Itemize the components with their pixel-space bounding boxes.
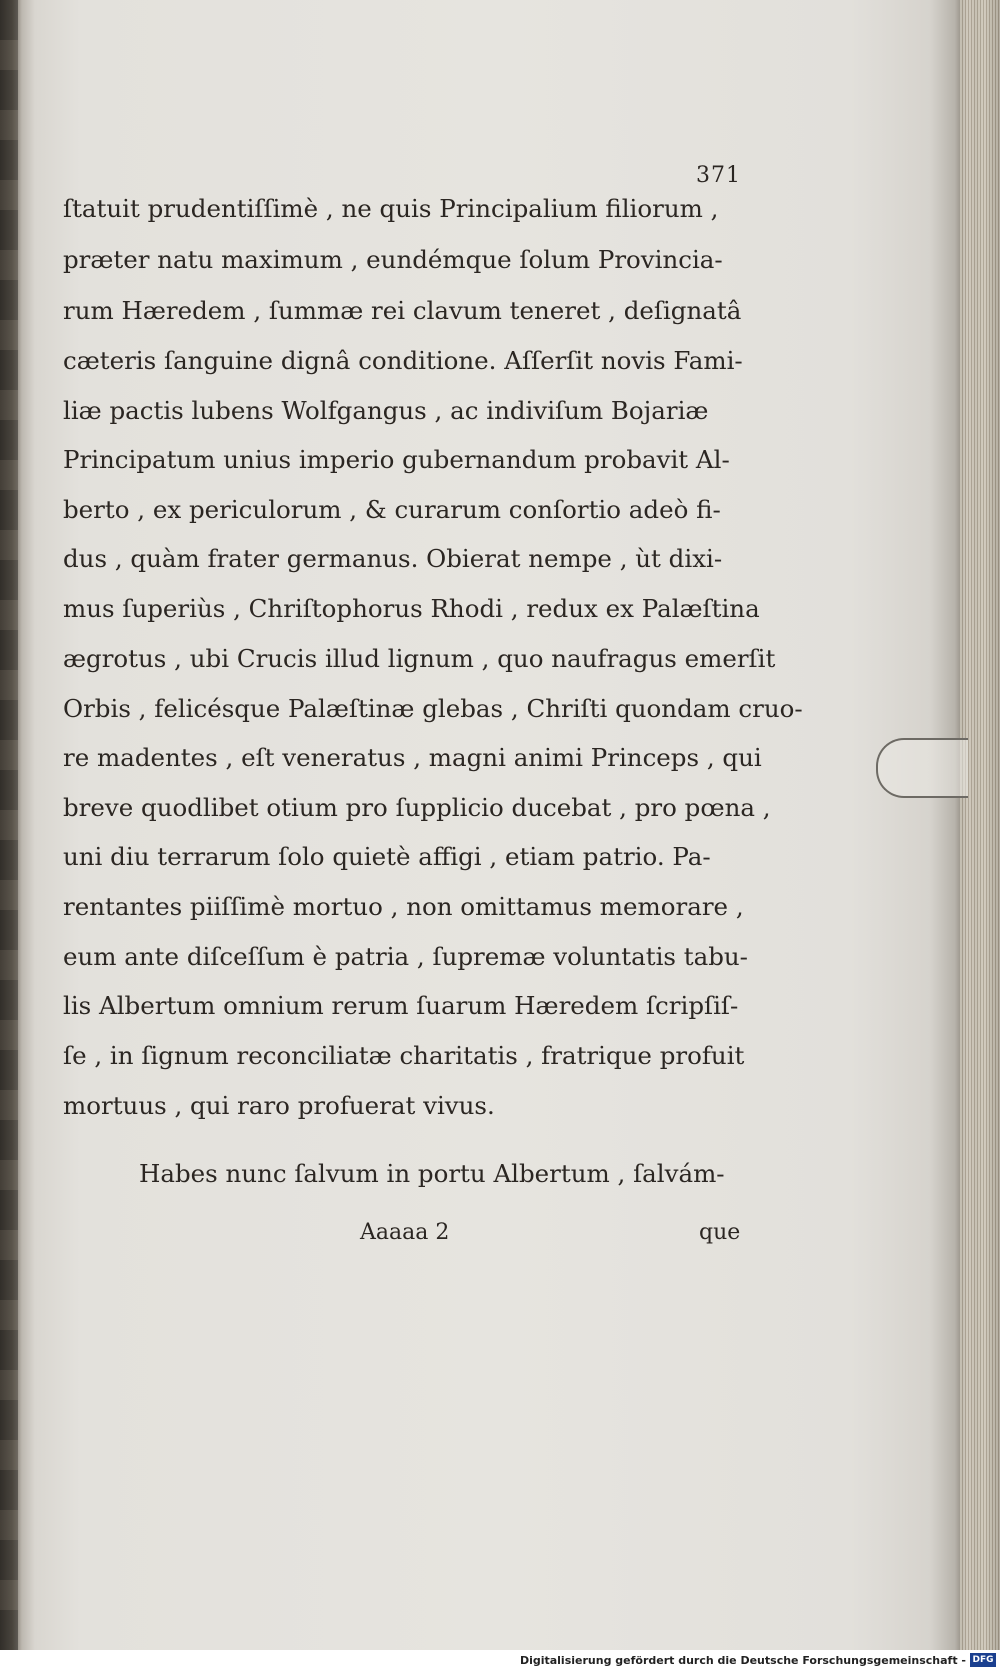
book-gutter — [0, 0, 18, 1650]
text-line: berto , ex periculorum , & curarum conſortio adeò fi- — [63, 495, 721, 524]
text-line: rentantes piiſſimè mortuo , non omittamus memorare , — [63, 892, 744, 921]
text-line: lis Albertum omnium rerum ſuarum Hæredem ſcripſiſ- — [63, 991, 739, 1020]
text-line: uni diu terrarum ſolo quietè affigi , etiam patrio. Pa- — [63, 842, 711, 871]
signature-mark: Aaaaa 2 — [360, 1220, 450, 1245]
text-line: breve quodlibet otium pro ſupplicio ducebat , pro pœna , — [63, 793, 771, 822]
footer-bar — [0, 1650, 1000, 1672]
page-edges — [960, 0, 1000, 1650]
text-line: rum Hæredem , ſummæ rei clavum teneret , deſignatâ — [63, 296, 742, 325]
text-line: Habes nunc ſalvum in portu Albertum , ſalvám- — [139, 1159, 725, 1188]
text-line: Orbis , felicésque Palæſtinæ glebas , Chriſti quondam cruo- — [63, 694, 803, 723]
text-line: liæ pactis lubens Wolfgangus , ac indiviſum Bojariæ — [63, 396, 709, 425]
bookmark-tab — [876, 738, 968, 798]
text-line: mus ſuperiùs , Chriſtophorus Rhodi , redux ex Palæſtina — [63, 594, 760, 623]
text-line: re madentes , eſt veneratus , magni animi Princeps , qui — [63, 743, 762, 772]
text-line: ſtatuit prudentiſſimè , ne quis Principalium filiorum , — [63, 194, 719, 223]
text-line: dus , quàm frater germanus. Obierat nempe , ùt dixi- — [63, 544, 723, 573]
dfg-logo: DFG — [970, 1653, 996, 1667]
text-line: Principatum unius imperio gubernandum probavit Al- — [63, 445, 730, 474]
text-line: cæteris ſanguine dignâ conditione. Aſſerſit novis Fami- — [63, 346, 743, 375]
text-line: ſe , in ſignum reconciliatæ charitatis , fratrique profuit — [63, 1041, 745, 1070]
page-number: 371 — [696, 163, 741, 188]
text-line: ægrotus , ubi Crucis illud lignum , quo naufragus emerſit — [63, 644, 776, 673]
catchword: que — [699, 1220, 741, 1245]
text-line: eum ante diſceſſum è patria , ſupremæ voluntatis tabu- — [63, 942, 748, 971]
text-line: mortuus , qui raro profuerat vivus. — [63, 1091, 495, 1120]
footer-credit: Digitalisierung gefördert durch die Deutsche Forschungsgemeinschaft - — [519, 1654, 966, 1667]
text-line: præter natu maximum , eundémque ſolum Provincia- — [63, 245, 723, 274]
